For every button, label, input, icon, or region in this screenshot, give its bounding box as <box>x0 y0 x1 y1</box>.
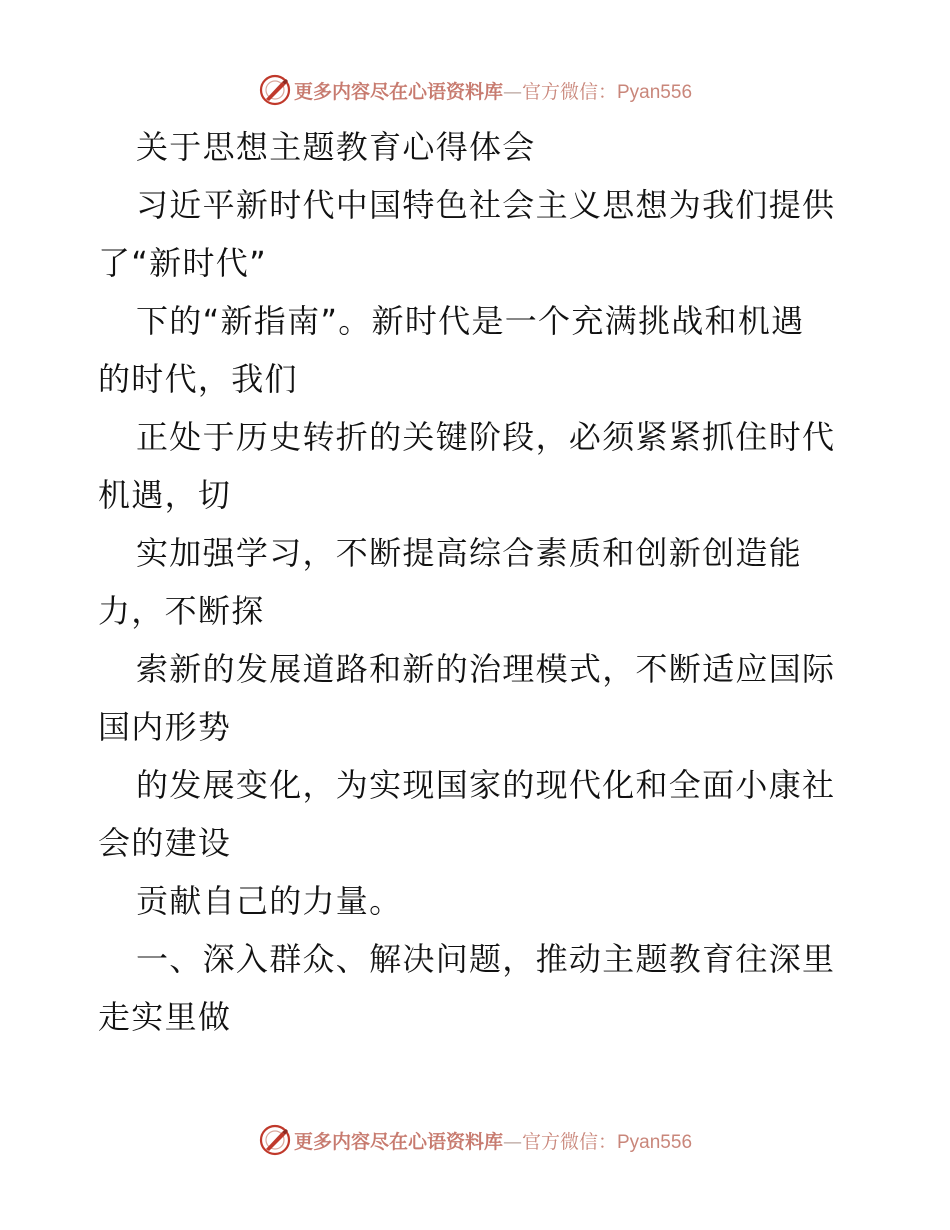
paragraph-line: 正处于历史转折的关键阶段，必须紧紧抓住时代 <box>136 418 836 456</box>
paragraph-line: 的时代，我们 <box>98 360 298 398</box>
paragraph-line: 了“新时代” <box>98 244 267 282</box>
paragraph-line: 习近平新时代中国特色社会主义思想为我们提供 <box>136 186 836 224</box>
pen-seal-icon <box>258 1123 292 1157</box>
section-heading-continued: 走实里做 <box>98 998 232 1036</box>
document-body <box>98 118 858 1046</box>
paragraph-line: 国内形势 <box>98 708 232 746</box>
header-brand: 更多内容尽在心语资料库 <box>293 80 503 103</box>
section-heading: 一、深入群众、解决问题，推动主题教育往深里 <box>136 940 836 978</box>
paragraph-line: 力，不断探 <box>98 592 265 630</box>
footer-brand: 更多内容尽在心语资料库 <box>293 1130 503 1153</box>
paragraph-line: 机遇，切 <box>98 476 232 514</box>
paragraph-line: 会的建设 <box>98 824 232 862</box>
header-watermark <box>0 70 950 110</box>
paragraph-line: 索新的发展道路和新的治理模式，不断适应国际 <box>136 650 836 688</box>
paragraph-line: 贡献自己的力量。 <box>136 882 403 920</box>
footer-contact-label: 官方微信： <box>521 1130 617 1153</box>
paragraph-line: 下的“新指南”。新时代是一个充满挑战和机遇 <box>136 302 805 340</box>
footer-separator: — <box>502 1130 522 1153</box>
footer-watermark <box>0 1120 950 1160</box>
header-contact-id: Pyan556 <box>617 81 693 103</box>
footer-contact-id: Pyan556 <box>617 1131 693 1153</box>
header-separator: — <box>502 80 522 103</box>
header-contact-label: 官方微信： <box>521 80 617 103</box>
paragraph-line: 实加强学习，不断提高综合素质和创新创造能 <box>136 534 803 572</box>
pen-seal-icon <box>258 73 292 107</box>
paragraph-line: 的发展变化，为实现国家的现代化和全面小康社 <box>136 766 836 804</box>
document-title: 关于思想主题教育心得体会 <box>136 128 536 166</box>
